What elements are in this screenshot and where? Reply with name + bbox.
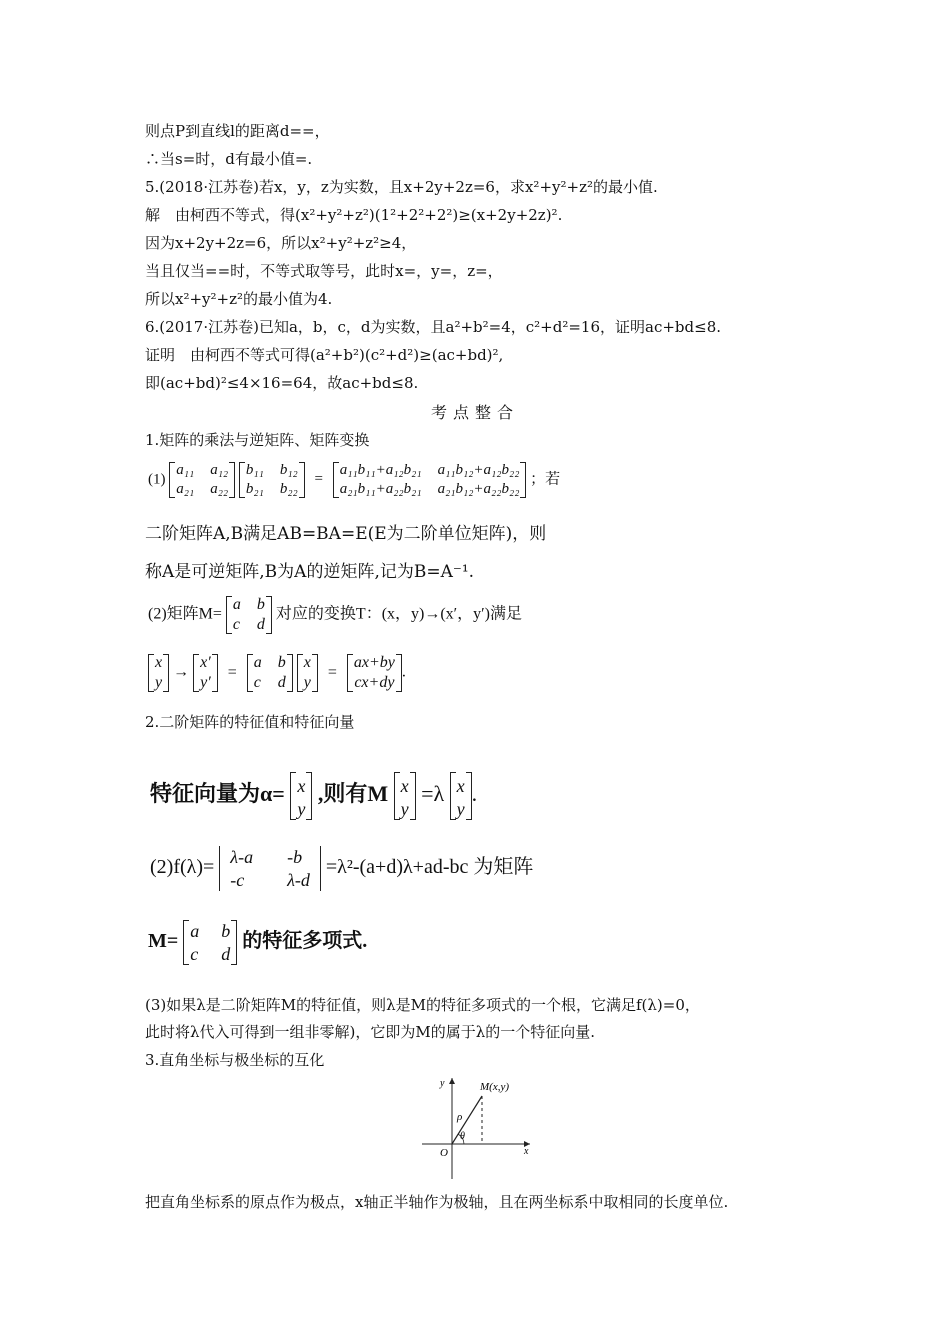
f-suffix: =λ²-(a+d)λ+ad-bc 为矩阵 bbox=[325, 856, 534, 879]
theta-label: θ bbox=[460, 1131, 465, 1142]
matrix-m-3 bbox=[183, 920, 237, 965]
matrix-m-def bbox=[148, 920, 367, 965]
matrix-cell: a₁₁ bbox=[176, 462, 195, 478]
p3-line-1: (3)如果λ是二阶矩阵M的特征值，则λ是M的特征多项式的一个根，它满足f(λ)=0， bbox=[145, 996, 700, 1014]
det-cell: -c bbox=[230, 870, 245, 890]
transform-equation: x y → x′ y′ = a b c d x y = ax+by cx+dy . bbox=[148, 654, 406, 692]
matrix-product bbox=[333, 462, 527, 498]
vector-cell: x′ bbox=[200, 654, 211, 671]
vector-cell: y bbox=[297, 799, 306, 819]
y-label: y bbox=[440, 1078, 445, 1089]
vector-cell: ax+by bbox=[353, 654, 395, 671]
vector-xy-4 bbox=[394, 772, 416, 820]
section-title: 考点整合 bbox=[430, 403, 519, 422]
inverse-line-1: 二阶矩阵A,B满足AB=BA=E(E为二阶单位矩阵)，则 bbox=[145, 524, 547, 544]
matrix-cell: a bbox=[190, 921, 200, 941]
matrix-cell: a bbox=[253, 654, 262, 671]
solution-5: 解 由柯西不等式，得(x²+y²+z²)(1²+2²+2²)≥(x+2y+2z)². bbox=[145, 206, 563, 224]
matrix-b bbox=[239, 462, 305, 498]
matrix-m bbox=[226, 596, 272, 634]
matrix-cell: b₁₂ bbox=[279, 462, 298, 478]
vector-xy-3 bbox=[290, 772, 312, 820]
point-label: M(x,y) bbox=[480, 1081, 510, 1093]
text-line-5: 因为x+2y+2z=6，所以x²+y²+z²≥4， bbox=[145, 234, 417, 252]
text-line-2: ∴当s=时，d有最小值=. bbox=[145, 150, 313, 168]
vector-cell: y bbox=[155, 674, 163, 691]
f-prefix: (2)f(λ)= bbox=[150, 856, 215, 879]
matrix-product-formula bbox=[148, 462, 560, 498]
vector-cell: cx+dy bbox=[354, 674, 395, 691]
proof-6: 证明 由柯西不等式可得(a²+b²)(c²+d²)≥(ac+bd)², bbox=[145, 346, 504, 364]
matrix-cell: a₂₁b₁₂+a₂₂b₂₂ bbox=[437, 481, 520, 497]
vector-cell: x bbox=[400, 776, 409, 796]
p2-suffix: 对应的变换T：(x，y)→(x′，y′)满足 bbox=[275, 605, 523, 623]
text-line-10: 即(ac+bd)²≤4×16=64，故ac+bd≤8. bbox=[145, 374, 419, 392]
matrix-m-2 bbox=[247, 654, 293, 692]
matrix-cell: b bbox=[221, 921, 231, 941]
vector-cell: y′ bbox=[200, 674, 211, 691]
matrix-cell: a₁₁b₁₁+a₁₂b₂₁ bbox=[339, 462, 422, 478]
matrix-cell: b bbox=[277, 654, 286, 671]
m-prefix: M= bbox=[148, 930, 179, 953]
text-line-7: 所以x²+y²+z²的最小值为4. bbox=[145, 290, 333, 308]
m-suffix: 的特征多项式. bbox=[242, 930, 368, 953]
eigenvector-formula: 特征向量为α= x y ,则有M x y =λ x y . bbox=[150, 772, 477, 820]
matrix-cell: a₁₂ bbox=[210, 462, 229, 478]
vector-xy-2 bbox=[297, 654, 318, 692]
ev-lambda: =λ bbox=[421, 781, 445, 807]
vector-cell: x bbox=[155, 654, 163, 671]
det-cell: -b bbox=[287, 847, 303, 867]
matrix-cell: b₁₁ bbox=[245, 462, 264, 478]
ev-prefix: 特征向量为α= bbox=[150, 781, 285, 807]
matrix-cell: a₂₂ bbox=[210, 481, 229, 497]
vector-xy-5 bbox=[450, 772, 472, 820]
vector-cell: x bbox=[456, 776, 465, 796]
matrix-cell: c bbox=[253, 674, 261, 691]
matrix-cell: d bbox=[221, 944, 231, 964]
x-label: x bbox=[524, 1146, 529, 1157]
vector-xy-prime bbox=[193, 654, 218, 692]
heading-1: 1.矩阵的乘法与逆矩阵、矩阵变换 bbox=[145, 431, 370, 449]
vector-cell: x bbox=[303, 654, 311, 671]
vector-cell: y bbox=[456, 799, 465, 819]
det-cell: λ-d bbox=[287, 870, 310, 890]
vector-xy bbox=[148, 654, 169, 692]
equals-sign: = bbox=[227, 663, 237, 681]
polar-coordinate-figure bbox=[412, 1074, 537, 1184]
matrix-cell: a₂₁b₁₁+a₂₂b₂₁ bbox=[339, 481, 422, 497]
p1-prefix: (1) bbox=[148, 471, 166, 488]
transform-formula bbox=[148, 596, 522, 634]
det-cell: λ-a bbox=[230, 847, 254, 867]
matrix-cell: a bbox=[232, 596, 241, 613]
matrix-cell: a₁₁b₁₂+a₁₂b₂₂ bbox=[437, 462, 520, 478]
vector-result bbox=[347, 654, 402, 692]
figure-caption: 把直角坐标系的原点作为极点，x轴正半轴作为极轴，且在两坐标系中取相同的长度单位. bbox=[145, 1193, 729, 1211]
matrix-cell: b bbox=[256, 596, 265, 613]
matrix-cell: d bbox=[256, 616, 265, 633]
inverse-line-2: 称A是可逆矩阵,B为A的逆矩阵,记为B=A⁻¹. bbox=[145, 562, 475, 582]
problem-6: 6.(2017·江苏卷)已知a，b，c，d为实数，且a²+b²=4，c²+d²=16，证明ac+bd≤8. bbox=[145, 318, 722, 336]
equals-sign: = bbox=[314, 471, 323, 488]
rho-label: ρ bbox=[457, 1111, 463, 1123]
matrix-cell: d bbox=[277, 674, 286, 691]
matrix-cell: b₂₂ bbox=[279, 481, 298, 497]
text-line-1: 则点P到直线l的距离d==， bbox=[145, 122, 330, 140]
determinant bbox=[219, 846, 321, 891]
matrix-cell: c bbox=[190, 944, 199, 964]
p3-line-2: 此时将λ代入可得到一组非零解)，它即为M的属于λ的一个特征向量. bbox=[145, 1023, 595, 1041]
vector-cell: y bbox=[303, 674, 311, 691]
matrix-cell: b₂₁ bbox=[245, 481, 264, 497]
p2-prefix: (2)矩阵M= bbox=[148, 605, 222, 623]
text-line-6: 当且仅当==时，不等式取等号，此时x=，y=，z=， bbox=[145, 262, 503, 280]
heading-3: 3.直角坐标与极坐标的互化 bbox=[145, 1051, 325, 1069]
ev-mid: ,则有M bbox=[317, 781, 389, 807]
vector-cell: x bbox=[297, 776, 306, 796]
p1-suffix: ；若 bbox=[530, 471, 561, 488]
arrow: → bbox=[173, 663, 190, 681]
y-axis-arrow-icon bbox=[449, 1078, 455, 1084]
heading-2: 2.二阶矩阵的特征值和特征向量 bbox=[145, 713, 355, 731]
matrix-cell: c bbox=[232, 616, 241, 633]
problem-5: 5.(2018·江苏卷)若x，y，z为实数，且x+2y+2z=6，求x²+y²+z²的最小值. bbox=[145, 178, 658, 196]
matrix-a bbox=[169, 462, 235, 498]
vector-cell: y bbox=[400, 799, 409, 819]
equals-sign: = bbox=[327, 663, 337, 681]
matrix-cell: a₂₁ bbox=[176, 481, 195, 497]
char-poly-formula bbox=[150, 846, 533, 891]
origin-label: O bbox=[440, 1147, 448, 1159]
